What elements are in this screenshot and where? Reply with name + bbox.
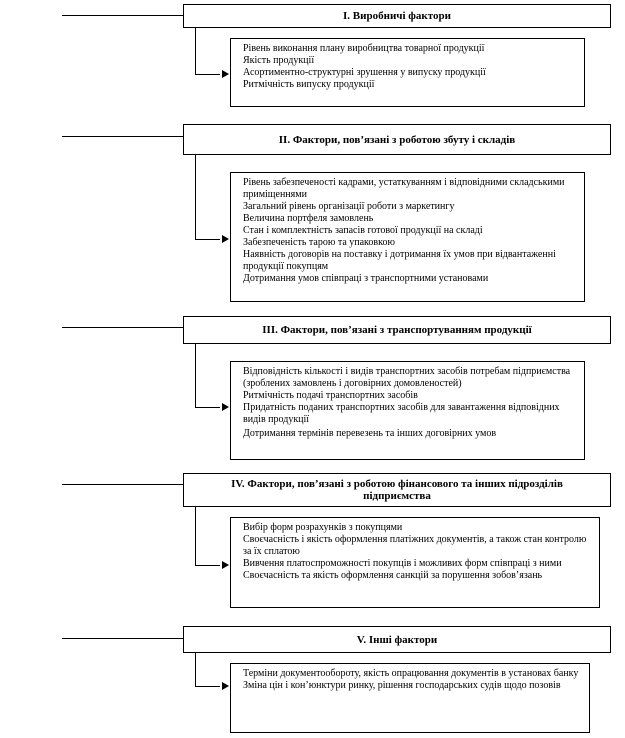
section-3-header — [183, 316, 611, 344]
section-4-header — [183, 473, 611, 507]
arrow-right-icon — [222, 70, 229, 78]
connector-line — [195, 653, 196, 687]
list-item: Стан і комплектність запасів готової продукції на складі — [243, 225, 483, 236]
section-5-items — [230, 663, 590, 733]
connector-line — [195, 239, 220, 240]
section-3-items — [230, 361, 585, 460]
connector-line — [195, 565, 220, 566]
arrow-right-icon — [222, 403, 229, 411]
list-item: Величина портфеля замовлень — [243, 213, 374, 224]
list-item: Відповідність кількості і видів транспортних засобів потребам підприємства (зроблених замовлень і договірних домовленостей) — [243, 366, 571, 389]
section-2-title: ІІ. Фактори, пов’язані з роботою збуту і складів — [278, 133, 516, 146]
list-item: Своєчасність і якість оформлення платіжних документів, а також стан контролю за їх сплатою — [243, 534, 587, 557]
connector-line — [195, 28, 196, 75]
arrow-right-icon — [222, 561, 229, 569]
list-item: Якість продукції — [243, 55, 315, 66]
section-1-header — [183, 4, 611, 28]
list-item: Своєчасність та якість оформлення санкцій за порушення зобов’язань — [243, 570, 543, 581]
section-4-items — [230, 517, 600, 608]
connector-line — [62, 15, 183, 16]
list-item: Вибір форм розрахунків з покупцями — [243, 522, 403, 533]
connector-line — [195, 344, 196, 408]
list-item: Придатність поданих транспортних засобів для завантаження відповідних видів продукції — [243, 402, 560, 425]
section-2-header — [183, 124, 611, 155]
list-item: Терміни документообороту, якість опрацювання документів в установах банку — [243, 668, 579, 679]
list-item: Рівень виконання плану виробництва товарної продукції — [243, 43, 485, 54]
connector-line — [62, 638, 183, 639]
connector-line — [195, 74, 220, 75]
list-item: Наявність договорів на поставку і дотримання їх умов при відвантаженні продукції покупцям — [243, 249, 556, 272]
list-item: Дотримання термінів перевезень та інших договірних умов — [243, 428, 497, 439]
arrow-right-icon — [222, 235, 229, 243]
list-item: Вивчення платоспроможності покупців і можливих форм співпраці з ними — [243, 558, 562, 569]
list-item: Ритмічність випуску продукції — [243, 79, 375, 90]
list-item: Зміна цін і кон’юнктури ринку, рішення господарських судів щодо позовів — [243, 680, 561, 691]
connector-line — [195, 686, 220, 687]
connector-line — [195, 155, 196, 240]
section-3-title: ІІІ. Фактори, пов’язані з транспортуванням продукції — [262, 324, 532, 336]
arrow-right-icon — [222, 682, 229, 690]
list-item: Забезпеченість тарою та упаковкою — [243, 237, 395, 248]
section-1-title: I. Виробничі фактори — [343, 10, 451, 22]
section-4-title: ІV. Фактори, пов’язані з роботою фінансового та інших підрозділів підприємства — [231, 478, 563, 502]
list-item: Рівень забезпеченості кадрами, устаткуванням і відповідними складськими приміщеннями — [243, 177, 565, 200]
connector-line — [195, 407, 220, 408]
section-5-title: V. Інші фактори — [356, 633, 438, 646]
section-2-items — [230, 172, 585, 302]
section-1-items — [230, 38, 585, 107]
list-item: Асортиментно-структурні зрушення у випуску продукції — [243, 67, 486, 78]
connector-line — [195, 507, 196, 566]
section-5-header — [183, 626, 611, 653]
connector-line — [62, 327, 183, 328]
connector-line — [62, 136, 183, 137]
list-item: Загальний рівень організації роботи з маркетингу — [243, 201, 455, 212]
list-item: Дотримання умов співпраці з транспортними установами — [243, 273, 489, 284]
list-item: Ритмічність подачі транспортних засобів — [243, 390, 418, 401]
connector-line — [62, 484, 183, 485]
